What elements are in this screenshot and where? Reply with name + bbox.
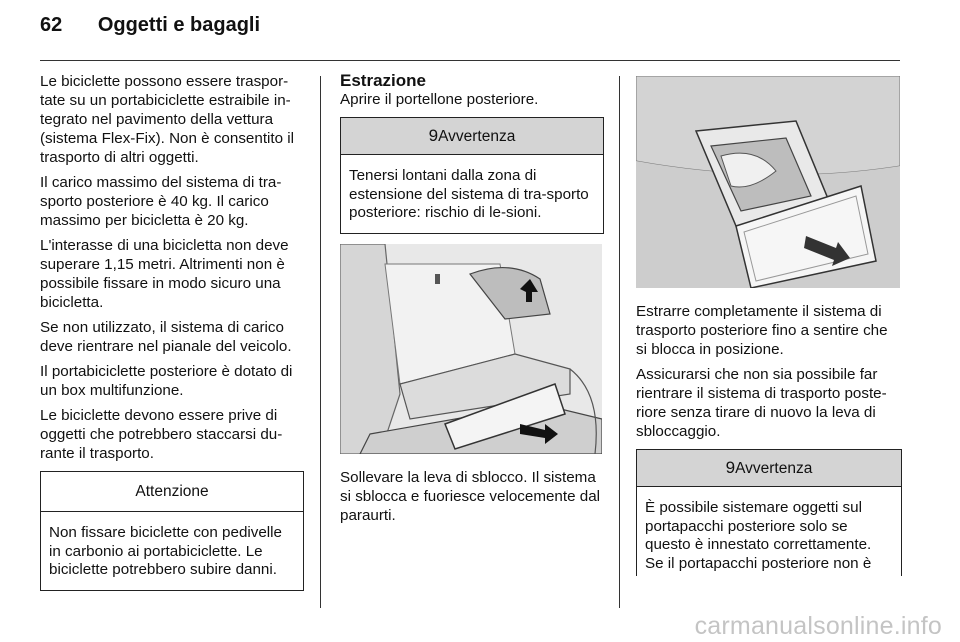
column-divider	[619, 76, 620, 608]
page-header	[40, 14, 260, 37]
notice-body: Non fissare biciclette con pedivelle in carbonio ai portabiciclette. Le biciclette potrebbero subire danni.	[49, 524, 282, 578]
paragraph: Assicurarsi che non sia possibile far rientrare il sistema di trasporto poste-riore senza tirare di nuovo la leva di sbloccaggio.	[636, 366, 887, 440]
paragraph: Il portabiciclette posteriore è dotato di un box multifunzione.	[40, 363, 293, 399]
figure-trunk-lever	[340, 244, 602, 454]
header-rule	[40, 60, 900, 61]
column-right	[636, 72, 902, 576]
watermark: carmanualsonline.info	[694, 612, 942, 640]
column-middle	[340, 72, 604, 531]
warning-body: È possibile sistemare oggetti sul portapacchi posteriore solo se questo è innestato correttamente. Se il portapacchi posteriore non è	[645, 499, 872, 572]
figure-rack-extended	[636, 76, 900, 288]
paragraph: L'interasse di una bicicletta non deve superare 1,15 metri. Altrimenti non è possibile fissare in modo sicuro una bicicletta.	[40, 237, 289, 311]
warning-title: 9Avvertenza	[341, 118, 603, 155]
warning-title: 9Avvertenza	[637, 450, 901, 487]
warning-box	[340, 117, 604, 234]
notice-title: Attenzione	[41, 472, 303, 512]
warning-icon: 9	[725, 458, 736, 477]
column-divider	[320, 76, 321, 608]
page-number: 62	[40, 14, 63, 36]
trunk-illustration	[340, 244, 602, 454]
paragraph: Le biciclette devono essere prive di oggetti che potrebbero staccarsi du-rante il trasporto.	[40, 407, 283, 462]
paragraph: Se non utilizzato, il sistema di carico deve rientrare nel pianale del veicolo.	[40, 319, 292, 355]
warning-icon: 9	[428, 126, 439, 145]
section-title: Oggetti e bagagli	[97, 14, 261, 36]
notice-box	[40, 471, 304, 591]
figure-caption: Sollevare la leva di sblocco. Il sistema si sblocca e fuoriesce velocemente dal paraurti.	[340, 468, 601, 524]
paragraph: Estrarre completamente il sistema di trasporto posteriore fino a sentire che si blocca in posizione.	[636, 303, 888, 358]
subsection-heading: Estrazione	[340, 71, 426, 90]
rack-illustration	[636, 76, 900, 288]
warning-box	[636, 449, 902, 576]
column-left	[40, 72, 304, 591]
paragraph: Aprire il portellone posteriore.	[340, 91, 539, 108]
paragraph: Il carico massimo del sistema di tra-sporto posteriore è 40 kg. Il carico massimo per bicicletta è 20 kg.	[40, 174, 282, 229]
warning-body: Tenersi lontani dalla zona di estensione del sistema di tra-sporto posteriore: rischio di le-sioni.	[349, 167, 589, 221]
paragraph: Le biciclette possono essere traspor-tate su un portabiciclette estraibile in-tegrato nel pavimento della vettura (sistema Flex-Fix). Non è consentito il trasporto di altri oggetti.	[40, 73, 295, 166]
